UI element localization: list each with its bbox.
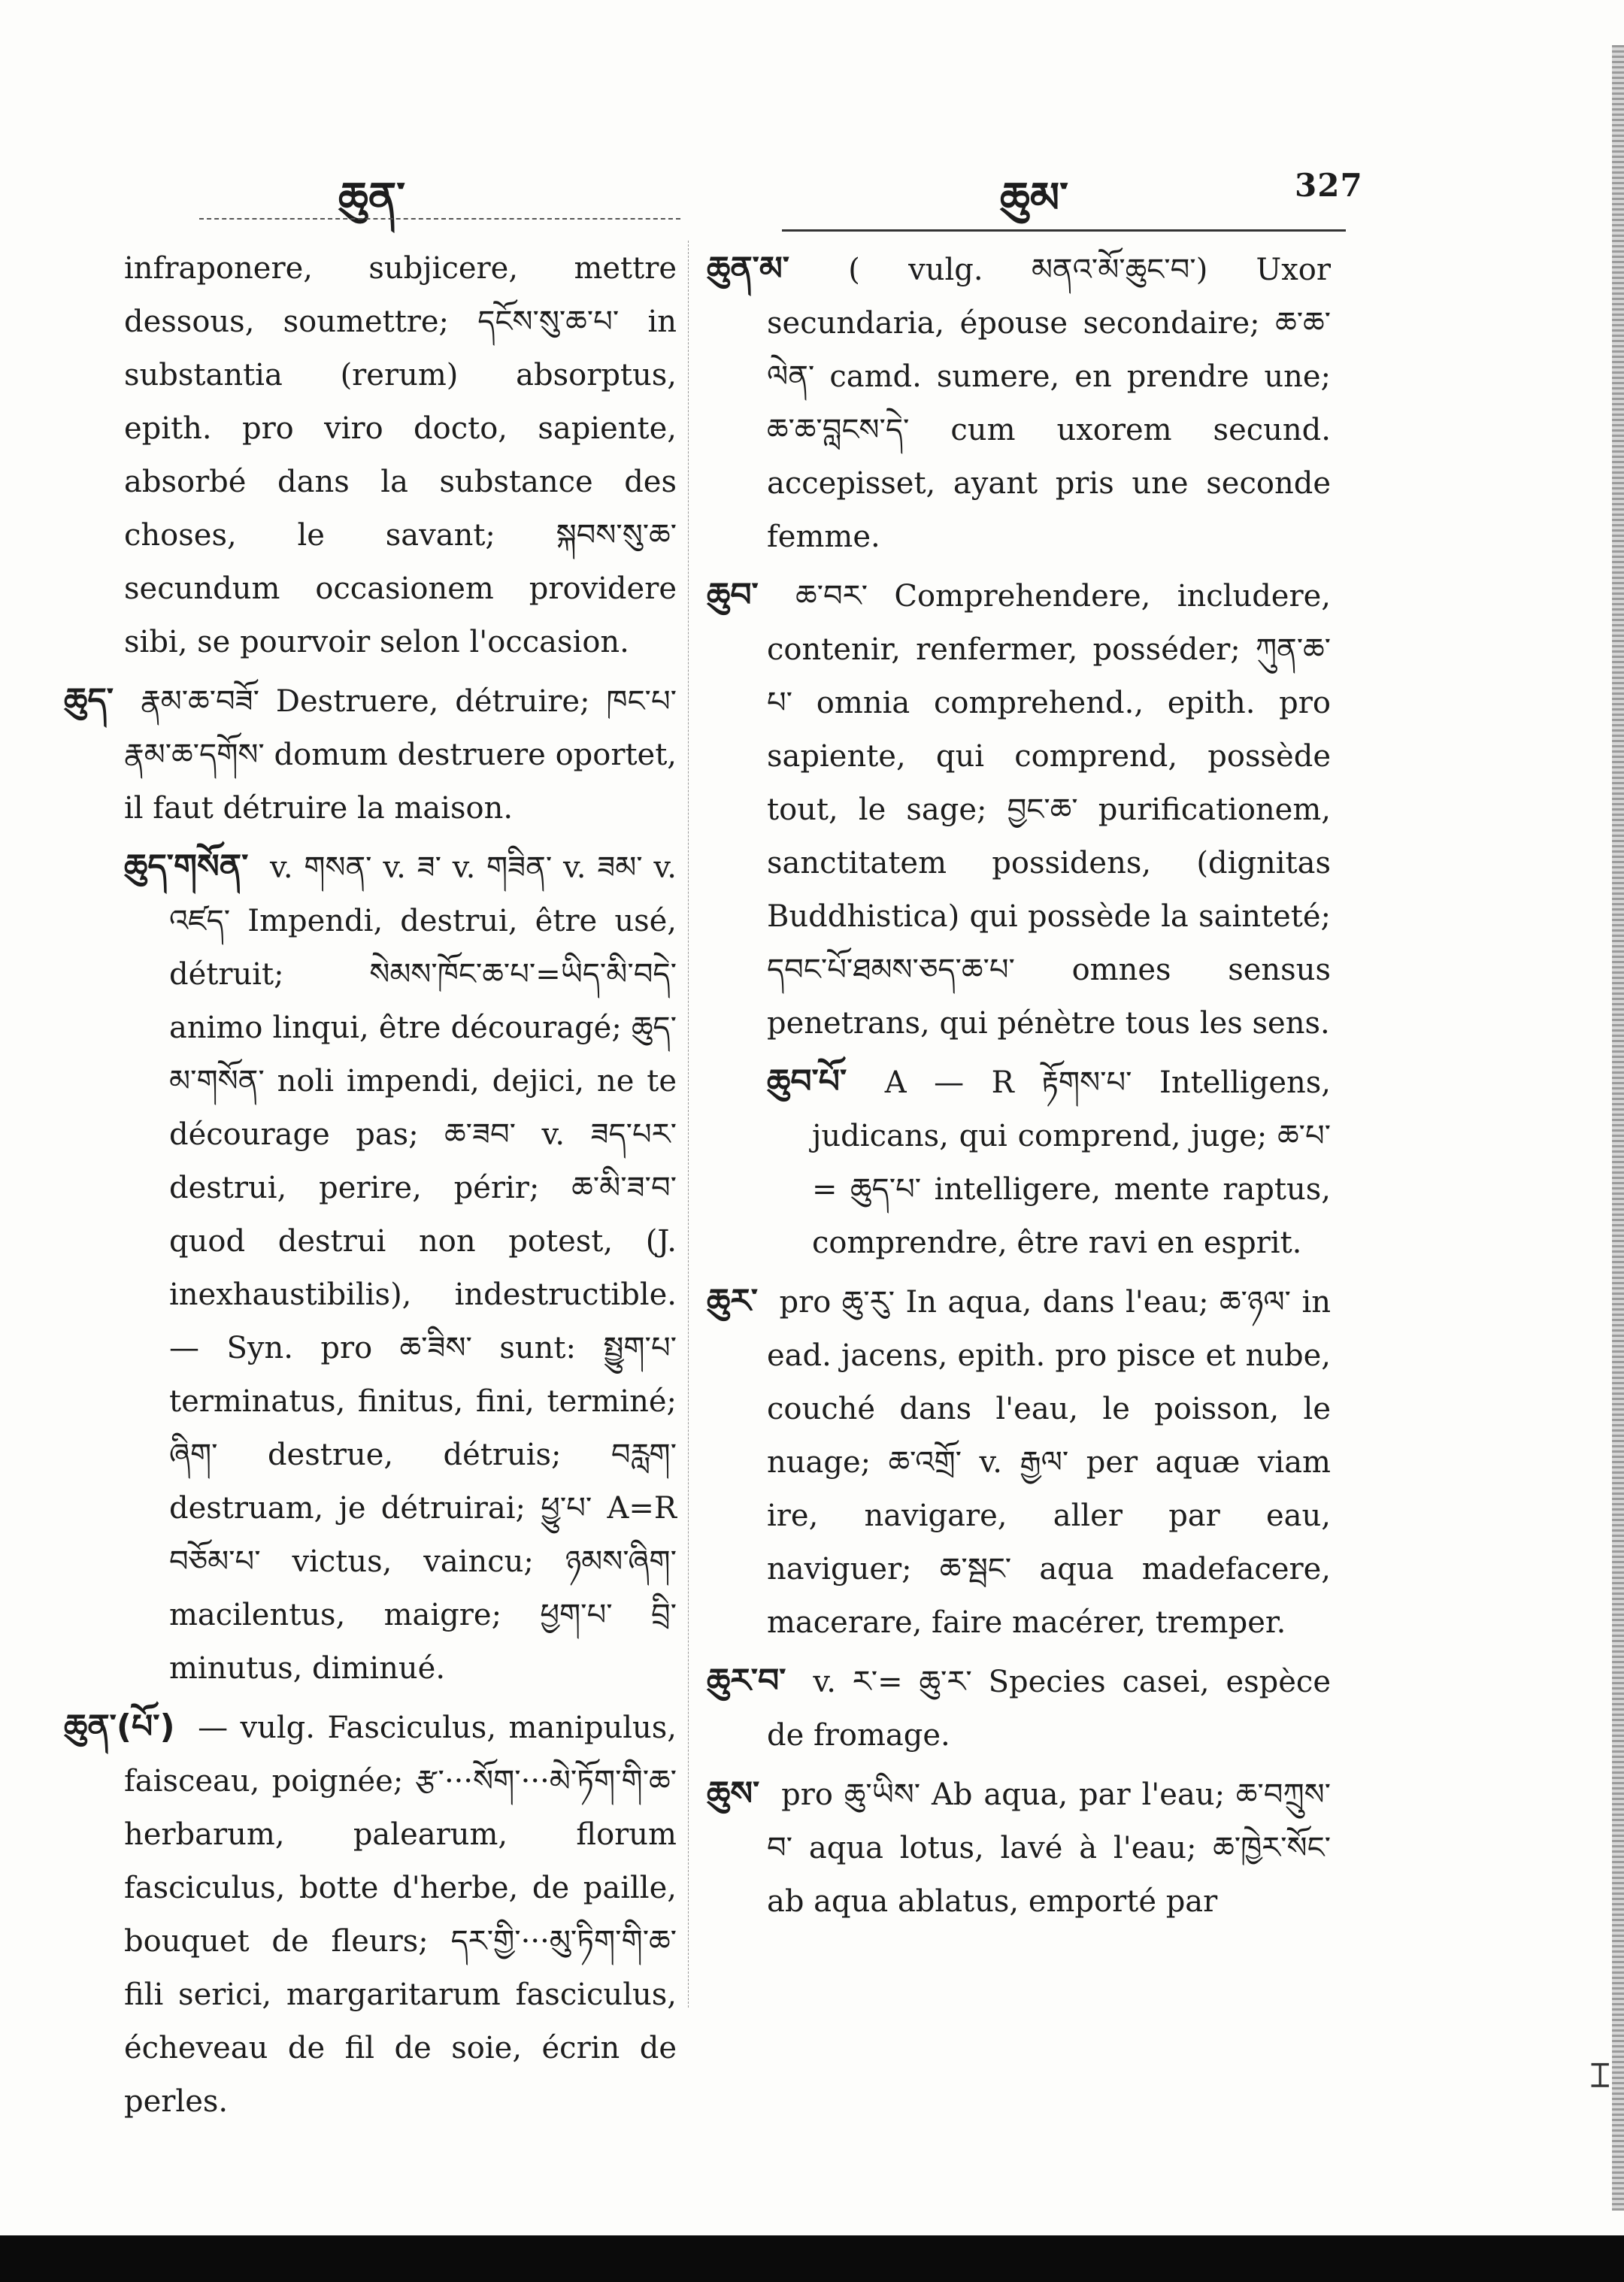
- entry-headword: ཆུས་: [707, 1774, 760, 1813]
- entry-headword: ཆུར་: [707, 1282, 758, 1320]
- entry-headword: ཆུབ་: [707, 576, 759, 614]
- entry-text: — vulg. Fasciculus, manipulus, faisceau, poignée; རྩ་···སོག་···མེ་ཏོག་གི་ཆ་ herbarum, palearum, florum fasciculus, botte d'herbe, de paille, bouquet de fleurs; དར་གྱི་···མུ་ཏིག་གི་ཆ་ fili serici, margaritarum fasciculus, écheveau de fil de soie, écrin de perles.: [124, 1711, 677, 2119]
- dictionary-entry: [707, 1274, 1331, 1650]
- entry-text: pro ཆུ་རུ་ In aqua, dans l'eau; ཆ་ཉལ་ in ead. jacens, epith. pro pisce et nube, couché dans l'eau, le poisson, le nuage; ཆ་འགྲོ་ v. རྒྱལ་ per aquæ viam ire, navigare, aller par eau, naviguer; ཆ་སྦང་ aqua madefacere, macerare, faire macérer, tremper.: [767, 1285, 1332, 1640]
- dictionary-entry: [707, 1654, 1331, 1762]
- margin-mark: ⌶: [1590, 2056, 1610, 2095]
- entry-headword: ཆུད་: [64, 681, 114, 720]
- dictionary-entry: [707, 1055, 1331, 1270]
- dictionary-entry: [707, 1767, 1331, 1929]
- entry-headword: ཆུབ་པོ་: [767, 1062, 847, 1101]
- running-head-left: ཆུན་: [338, 173, 405, 223]
- scan-bottom-border: [0, 2235, 1624, 2282]
- entry-text: pro ཆུ་ཡིས་ Ab aqua, par l'eau; ཆ་བཀྲུས་བ་ aqua lotus, lavé à l'eau; ཆ་ཁྱེར་སོང་ ab aqua ablatus, emporté par: [767, 1777, 1331, 1919]
- scan-edge-artifact: [1612, 45, 1624, 2211]
- entry-text: ཆ་བར་ Comprehendere, includere, contenir, renfermer, posséder; ཀུན་ཆ་པ་ omnia comprehend., epith. pro sapiente, qui comprend, possède tout, le sage; བྱང་ཆ་ purificationem, sanctitatem possidens, (dignitas Buddhistica) qui possède la sainteté; དབང་པོ་ཐམས་ཅད་ཆ་པ་ omnes sensus penetrans, qui pénètre tous les sens.: [767, 579, 1331, 1041]
- entry-headword: ཆུན་མ་: [707, 250, 790, 288]
- entry-text: ( vulg. མནའ་མོ་ཆུང་བ་) Uxor secundaria, épouse secondaire; ཆ་ཆ་ལེན་ camd. sumere, en prendre une; ཆ་ཆ་བླངས་དེ་ cum uxorem secund. accepisset, ayant pris une seconde femme.: [767, 253, 1332, 554]
- dictionary-entry: [64, 674, 677, 835]
- column-divider: [688, 241, 689, 2008]
- entry-text: v. ར་= ཆུ་ར་ Species casei, espèce de fromage.: [767, 1665, 1332, 1753]
- page-number: 327: [1295, 167, 1363, 204]
- entry-headword: ཆུད་གསོན་: [124, 847, 249, 886]
- left-column: [64, 242, 677, 2133]
- dictionary-entry: [64, 840, 677, 1696]
- running-head-right: ཆུམ་: [1000, 173, 1068, 223]
- entry-text: རྣམ་ཆ་བཟོ་ Destruere, détruire; ཁང་པ་རྣམ་ཆ་དགོས་ domum destruere oportet, il faut détruire la maison.: [124, 684, 677, 826]
- dictionary-entry: [707, 242, 1331, 564]
- header-rule-left: [199, 218, 680, 220]
- header-rule-right: [782, 229, 1346, 232]
- dictionary-entry: [64, 242, 677, 669]
- entry-headword: ཆུར་བ་: [707, 1662, 786, 1700]
- entry-text: infraponere, subjicere, mettre dessous, soumettre; དངོས་སུ་ཆ་པ་ in substantia (rerum) absorptus, epith. pro viro docto, sapiente, absorbé dans la substance des choses, le savant; སྐབས་སུ་ཆ་ secundum occasionem providere sibi, se pourvoir selon l'occasion.: [124, 251, 677, 659]
- entry-text: v. གསན་ v. ཟ་ v. གཟིན་ v. ཟམ་ v. འཛད་ Impendi, destrui, être usé, détruit; སེམས་ཁོང་ཆ་པ་=ཡིད་མི་བདེ་ animo linqui, être découragé; ཆུད་མ་གསོན་ noli impendi, dejici, ne te décourage pas; ཆ་ཟབ་ v. ཟད་པར་ destrui, perire, périr; ཆ་མི་ཟ་བ་ quod destrui non potest, (J. inexhaustibilis), indestructible. — Syn. pro ཆ་ཟིས་ sunt: སྤྱུག་པ་ terminatus, finitus, fini, terminé; ཞིག་ destrue, détruis; བརླག་ destruam, je détruirai; ཕྱུ་པ་ A=R བཅོམ་པ་ victus, vaincu; ཉམས་ཞིག་ macilentus, maigre; ཕྱག་པ་ བྲི་ minutus, diminué.: [169, 850, 677, 1686]
- right-column: [707, 242, 1331, 1933]
- dictionary-entry: [707, 568, 1331, 1050]
- entry-headword: ཆུན་(པོ་): [64, 1708, 175, 1746]
- entry-text: A — R རྟོགས་པ་ Intelligens, judicans, qui comprend, juge; ཆ་པ་= ཆུད་པ་ intelligere, mente raptus, comprendre, être ravi en esprit.: [812, 1065, 1331, 1260]
- dictionary-entry: [64, 1700, 677, 2129]
